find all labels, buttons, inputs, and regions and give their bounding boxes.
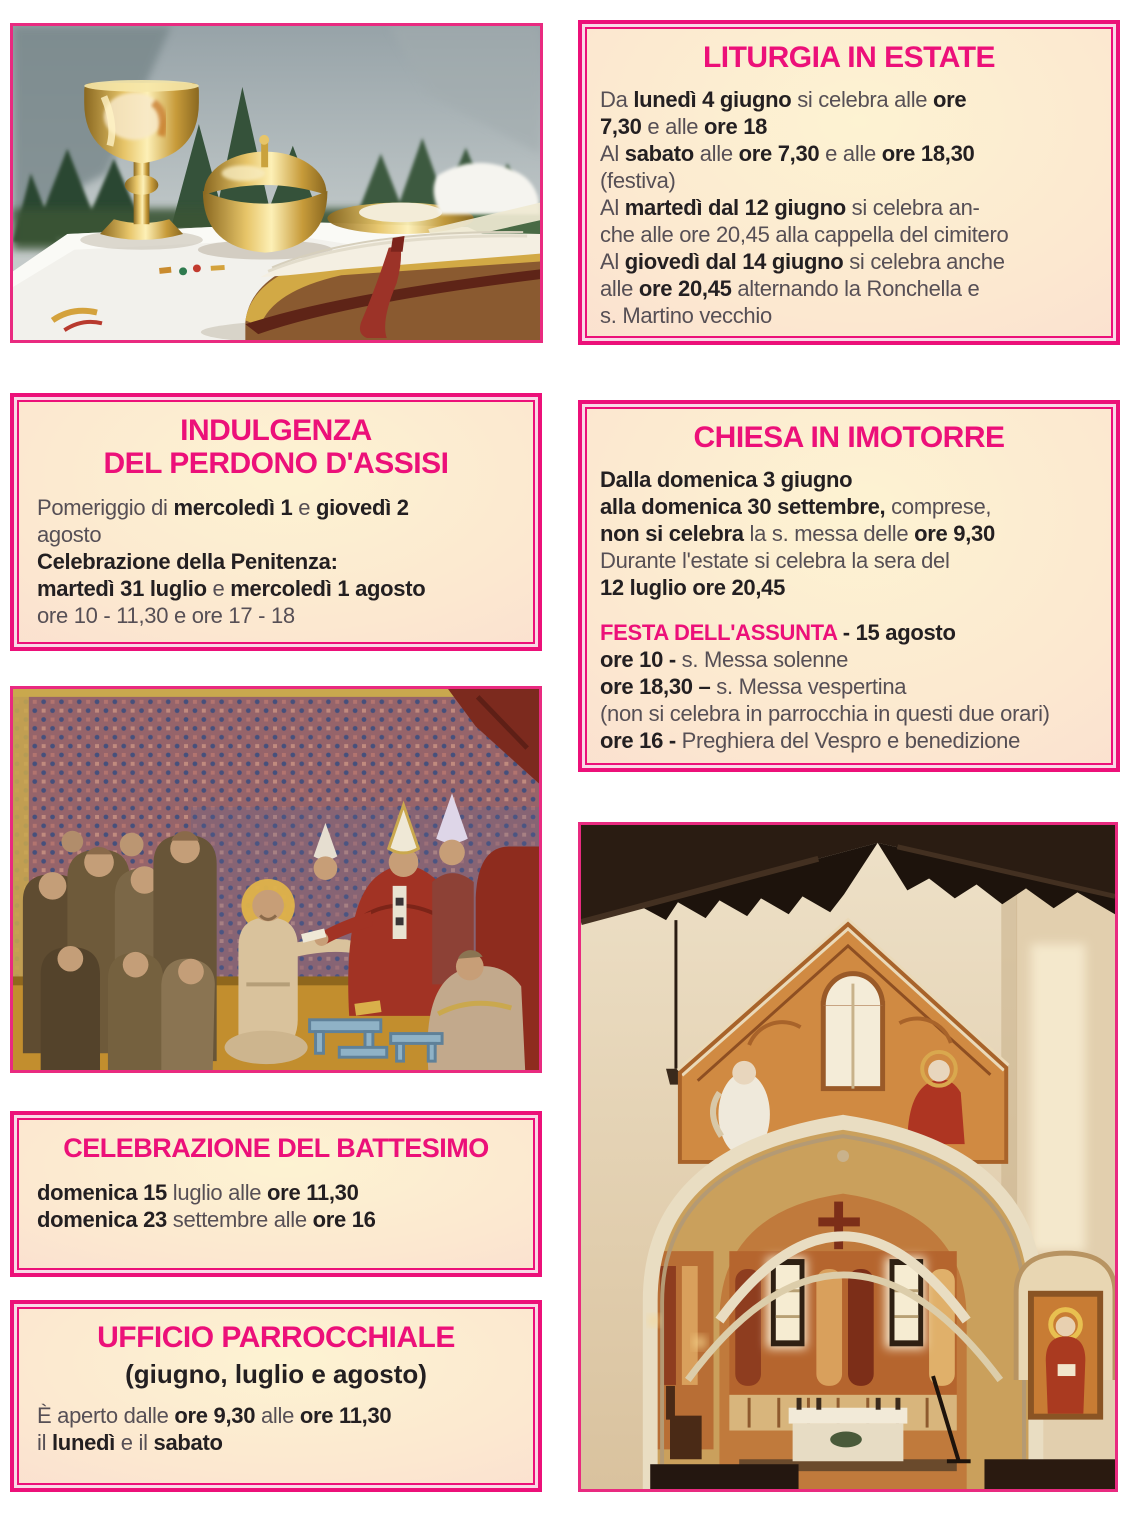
indulgenza-title (19, 414, 533, 480)
altar-mensa (789, 1408, 908, 1424)
fresco-illustration (13, 689, 539, 1070)
pews (650, 1464, 798, 1489)
liturgia-title: LITURGIA IN ESTATE (702, 41, 996, 74)
side-chair (670, 1416, 702, 1460)
ufficio-subtitle: (giugno, luglio e agosto) (125, 1359, 427, 1389)
altar-photo-illustration (13, 26, 540, 340)
battesimo-text: domenica 15 luglio alle ore 11,30 domenica 23 settembre alle ore 16 (37, 1180, 376, 1232)
indulgenza-box (10, 393, 542, 651)
chiesa-title: CHIESA IN IMOTORRE (693, 421, 1005, 454)
battesimo-title: CELEBRAZIONE DEL BATTESIMO (63, 1133, 489, 1163)
indulgenza-text: Pomeriggio di mercoledì 1 e giovedì 2 agosto Celebrazione della Penitenza: martedì 31 luglio e mercoledì 1 agosto ore 10 - 11,30 e ore 17 - 18 (37, 495, 426, 628)
indulgenza-title-line1: INDULGENZA (180, 414, 372, 447)
ufficio-title: UFFICIO PARROCCHIALE (97, 1321, 455, 1354)
church-interior-illustration (581, 825, 1115, 1489)
altar-photo (10, 23, 543, 343)
chiesa-text: Dalla domenica 3 giugno alla domenica 30 settembre, comprese, non si celebra la s. messa delle ore 9,30 Durante l'estate si celebra la sera del 12 luglio ore 20,45 FESTA DELL'ASSUNTA - 15 agosto ore 10 - s. Messa solenne ore 18,30 – s. Messa vespertina (non si celebra in parrocchia in questi due orari) ore 16 - Preghiera del Vespro e benedizione (600, 467, 1050, 753)
apse-window-left (767, 1257, 807, 1348)
battesimo-box (10, 1111, 542, 1277)
liturgia-box (578, 20, 1120, 345)
saint-panel (1028, 1291, 1103, 1420)
indulgenza-title-line2: DEL PERDONO D'ASSISI (103, 447, 449, 480)
church-interior-photo (578, 822, 1118, 1492)
ufficio-box (10, 1300, 542, 1492)
liturgia-text: Da lunedì 4 giugno si celebra alle ore 7,30 e alle ore 18 Al sabato alle ore 7,30 e alle ore 18,30 (festiva) Al martedì dal 12 giugno si celebra an- che alle ore 20,45 alla cappella del cimitero Al giovedì dal 14 giugno si celebra anche alle ore 20,45 alternando la Ronchella e s. Martino vecchio (600, 87, 1009, 328)
fresco-image (10, 686, 542, 1073)
chiesa-box (578, 400, 1120, 772)
ufficio-text: È aperto dalle ore 9,30 alle ore 11,30 il lunedì e il sabato (37, 1403, 392, 1455)
